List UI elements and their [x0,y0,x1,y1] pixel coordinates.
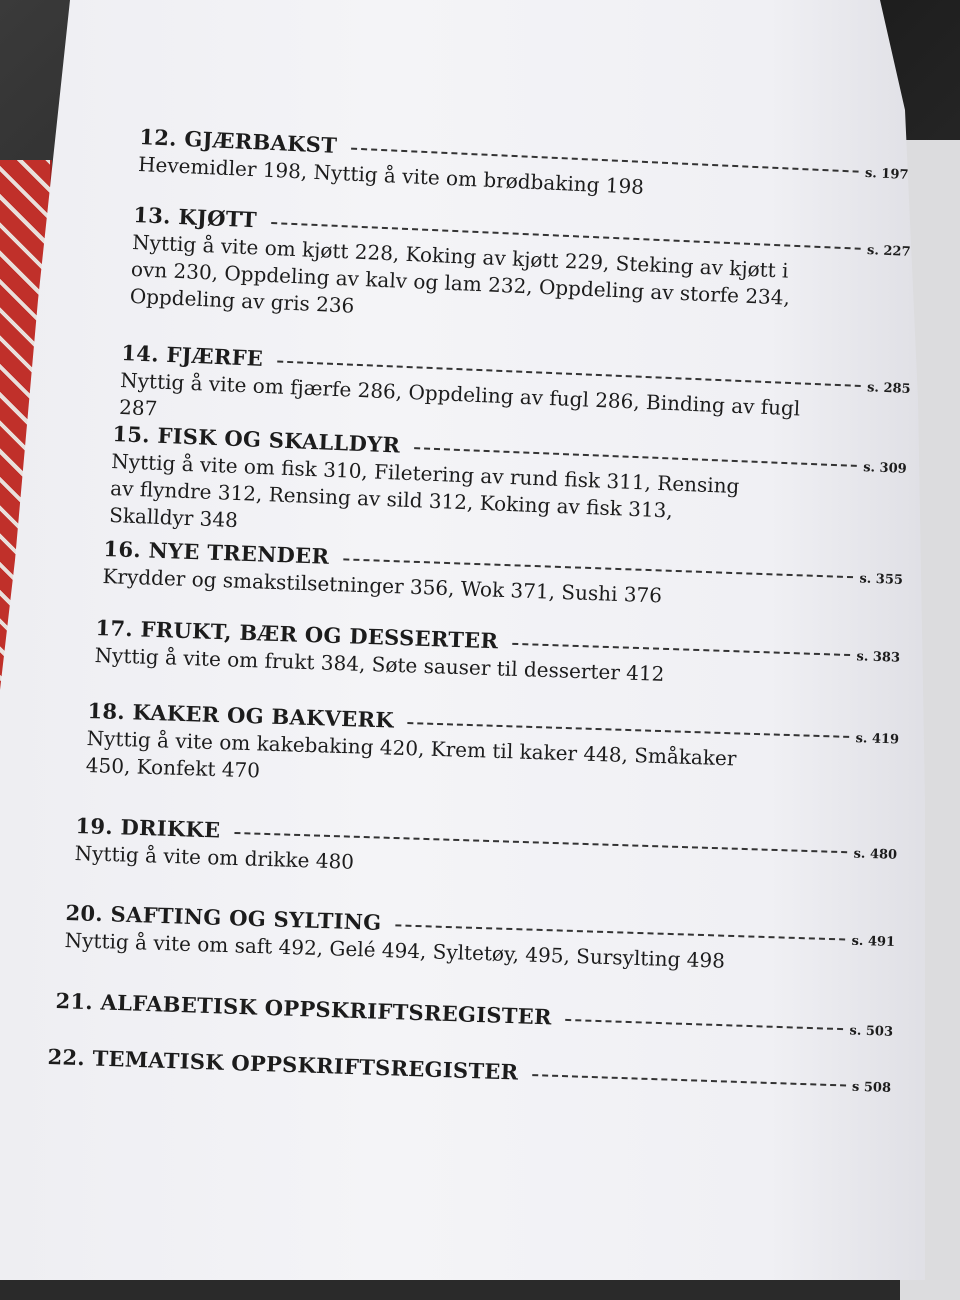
toc-page-number: s. 227 [866,243,911,260]
toc-title: 20. SAFTING OG SYLTING [65,900,382,935]
toc-subentries: Krydder og smakstilsetninger 356, Wok 371, Sushi 376 [102,563,663,608]
toc-entry-20 [64,900,895,980]
toc-subentries: Nyttig å vite om fjærfe 286, Oppdeling av fugl 286, Binding av fugl 287 [118,367,801,421]
toc-page-number: s. 383 [856,649,901,666]
toc-page-number: s. 355 [859,571,904,588]
toc-page-number: s. 309 [862,460,907,477]
toc-subentries: Nyttig å vite om frukt 384, Søte sauser til desserter 412 [94,642,665,686]
toc-title: 19. DRIKKE [75,813,221,843]
toc-entry-12 [138,124,910,213]
toc-title: 13. KJØTT [132,202,258,233]
dot-leader [408,722,850,738]
toc-title: 17. FRUKT, BÆR OG DESSERTER [95,615,499,654]
toc-page-number: s 508 [851,1079,892,1096]
toc-subentries: Nyttig å vite om kjøtt 228, Koking av kjøtt 229, Steking av kjøtt i ovn 230, Oppdeling av kalv og lam 232, Oppdeling av storfe 234, Oppdeling av gris 236 [129,229,791,318]
toc-page-number: s. 480 [853,846,898,863]
toc-title: 16. NYE TRENDER [103,536,330,569]
toc-title: 18. KAKER OG BAKVERK [87,698,395,733]
dot-leader [512,643,851,656]
toc-subentries: Nyttig å vite om drikke 480 [74,840,355,874]
toc-title: 14. FJÆRFE [120,340,264,371]
toc-subentries: Nyttig å vite om saft 492, Gelé 494, Syltetøy, 495, Sursylting 498 [64,927,726,973]
dot-leader [395,924,845,940]
toc-page-number: s. 491 [851,933,896,951]
toc-title: 21. ALFABETISK OPPSKRIFTSREGISTER [55,988,553,1030]
toc-page-number: s. 197 [864,165,909,183]
toc-subentries: Hevemidler 198, Nyttig å vite om brødbaking 198 [137,151,645,199]
toc-entry-18 [85,698,899,804]
toc-page-number: s. 419 [855,731,900,748]
toc-entry-13 [129,202,911,344]
toc-entry-21 [55,988,893,1041]
dot-leader [532,1074,846,1086]
toc-entry-17 [94,615,900,696]
toc-page-number: s. 503 [849,1023,894,1040]
dot-leader [566,1019,844,1030]
toc-title: 12. GJÆRBAKST [138,124,338,158]
toc-entry-22 [47,1044,891,1097]
toc-subentries: Nyttig å vite om fisk 310, Filetering av rund fisk 311, Rensing av flyndre 312, Rensing av sild 312, Koking av fisk 313, Skalldyr 348 [108,448,740,533]
toc-title: 15. FISK OG SKALLDYR [111,421,401,458]
toc-title: 22. TEMATISK OPPSKRIFTSREGISTER [47,1044,519,1085]
toc-subentries: Nyttig å vite om kakebaking 420, Krem til kaker 448, Småkaker 450, Konfekt 470 [85,725,737,783]
toc-entry-19 [74,813,897,893]
toc-page-number: s. 285 [866,380,911,398]
